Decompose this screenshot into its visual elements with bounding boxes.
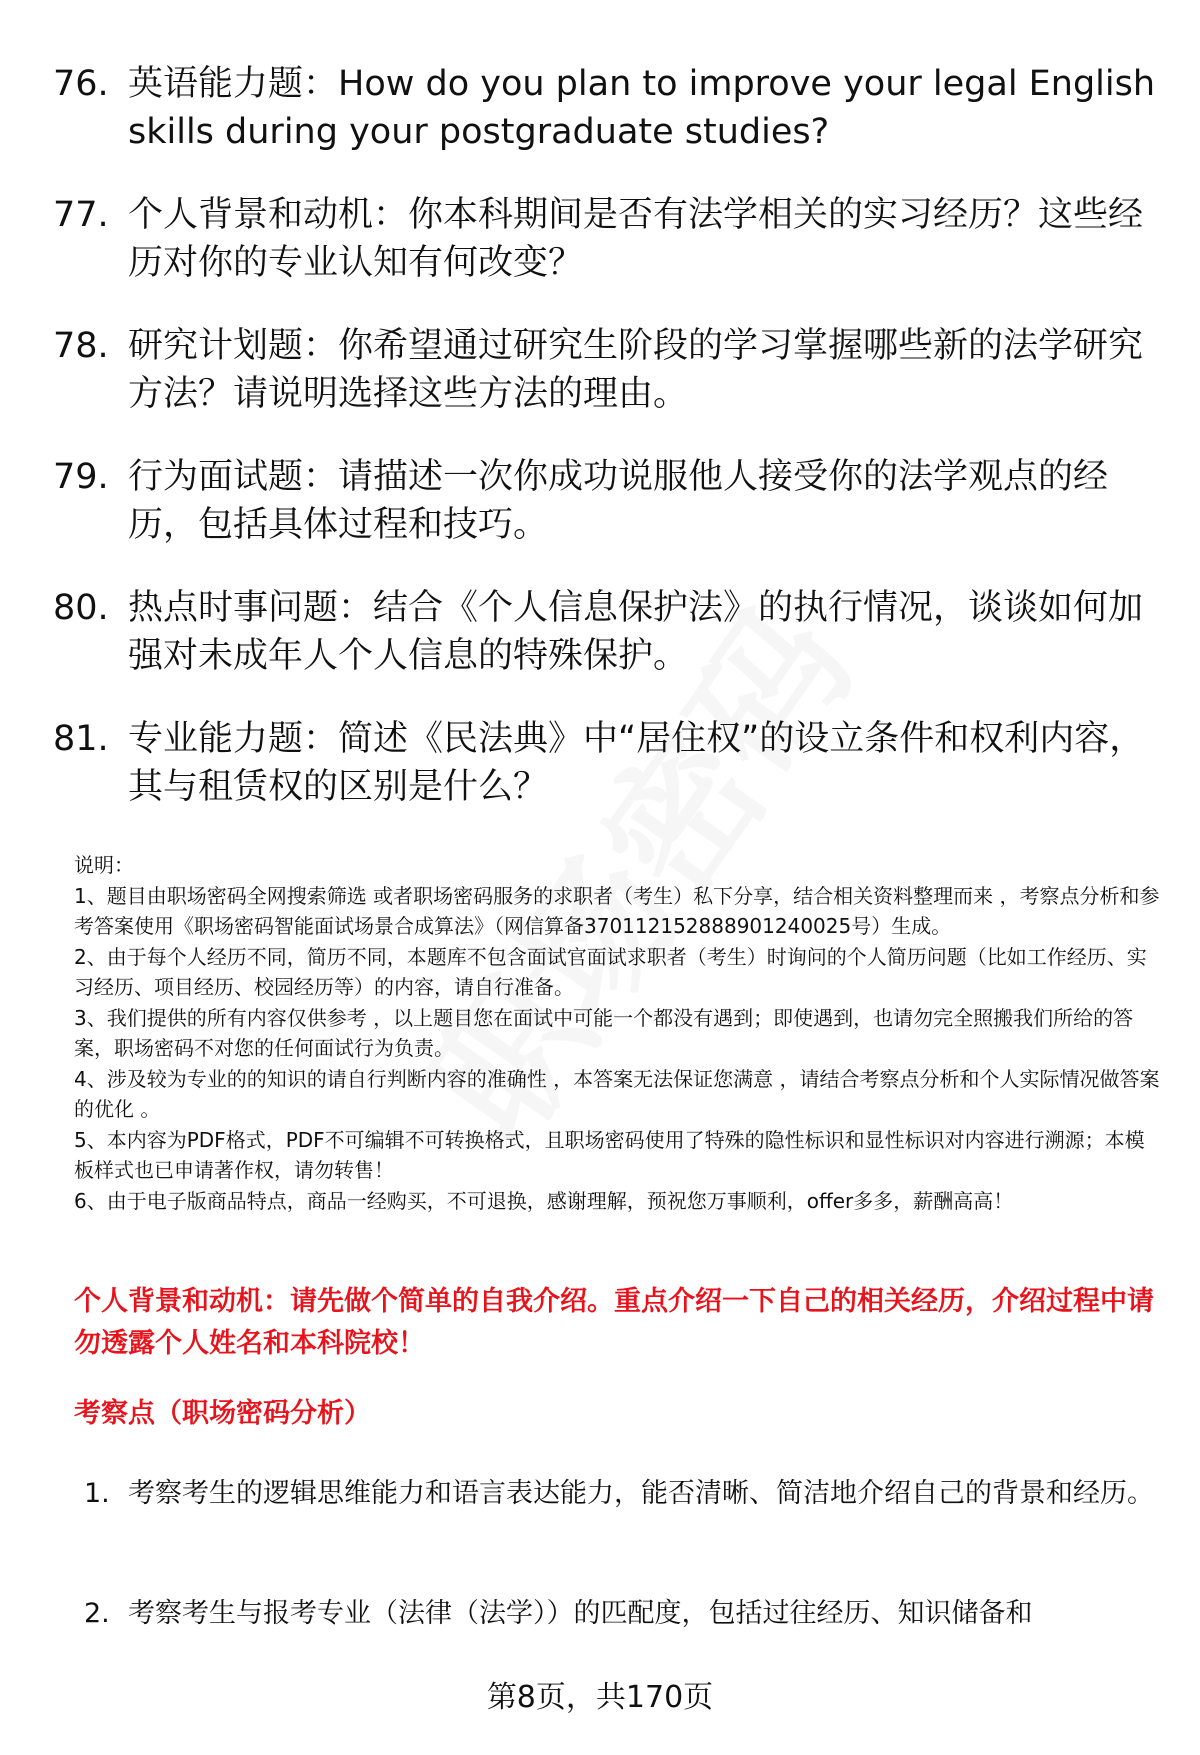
analysis-item-number: 2. [84,1598,110,1629]
note-item: 5、本内容为PDF格式，PDF不可编辑不可转换格式，且职场密码使用了特殊的隐性标识和显性标识对内容进行溯源；本模板样式也已申请著作权，请勿转售！ [74,1127,1145,1182]
question-81 [53,715,1163,811]
note-item: 1、题目由职场密码全网搜索筛选 或者职场密码服务的求职者（考生）私下分享，结合相关资料整理而来 ，考察点分析和参考答案使用《职场密码智能面试场景合成算法》（网信算备370112152888901240025号）生成。 [74,883,1160,938]
question-number: 76. [53,64,109,104]
note-item: 6、由于电子版商品特点，商品一经购买，不可退换，感谢理解，预祝您万事顺利，offer多多，薪酬高高！ [74,1188,1014,1213]
question-text: 热点时事问题：结合《个人信息保护法》的执行情况，谈谈如何加强对未成年人个人信息的特殊保护。 [128,588,1144,676]
question-78 [53,322,1163,418]
question-number: 81. [53,719,109,759]
analysis-item [84,1578,1164,1650]
featured-question: 个人背景和动机：请先做个简单的自我介绍。重点介绍一下自己的相关经历，介绍过程中请勿透露个人姓名和本科院校！ [74,1286,1154,1359]
question-79 [53,453,1163,549]
question-number: 77. [53,195,109,235]
question-76 [53,60,1163,156]
analysis-item-text: 考察考生的逻辑思维能力和语言表达能力，能否清晰、简洁地介绍自己的背景和经历。 [128,1478,1154,1509]
question-80 [53,584,1163,680]
question-text: 英语能力题：How do you plan to improve your legal English skills during your postgraduate studies? [128,64,1156,152]
question-number: 79. [53,457,109,497]
analysis-item-number: 1. [84,1478,110,1509]
analysis-heading: 考察点（职场密码分析） [74,1398,371,1429]
question-text: 研究计划题：你希望通过研究生阶段的学习掌握哪些新的法学研究方法？请说明选择这些方法的理由。 [128,326,1144,414]
page-number: 第8页，共170页 [486,1680,714,1715]
analysis-item-text: 考察考生与报考专业（法律（法学））的匹配度，包括过往经历、知识储备和 [128,1598,1033,1629]
question-text: 个人背景和动机：你本科期间是否有法学相关的实习经历？这些经历对你的专业认知有何改变？ [128,195,1144,283]
question-77 [53,191,1163,287]
note-item: 4、涉及较为专业的的知识的请自行判断内容的准确性 ，本答案无法保证您满意 ，请结合考察点分析和个人实际情况做答案的优化 。 [74,1066,1160,1121]
analysis-item [84,1458,1164,1530]
note-item: 2、由于每个人经历不同，简历不同，本题库不包含面试官面试求职者（考生）时询问的个人简历问题（比如工作经历、实习经历、项目经历、校园经历等）的内容，请自行准备。 [74,944,1147,999]
note-item: 3、我们提供的所有内容仅供参考 ，以上题目您在面试中可能一个都没有遇到；即使遇到，也请勿完全照搬我们所给的答案，职场密码不对您的任何面试行为负责。 [74,1005,1134,1060]
question-text: 行为面试题：请描述一次你成功说服他人接受你的法学观点的经历，包括具体过程和技巧。 [128,457,1109,545]
question-text: 专业能力题：简述《民法典》中“居住权”的设立条件和权利内容，其与租赁权的区别是什么？ [128,719,1145,807]
question-number: 80. [53,588,109,628]
notes-title: 说明： [74,853,134,877]
notes-section [74,850,1164,1216]
question-number: 78. [53,326,109,366]
